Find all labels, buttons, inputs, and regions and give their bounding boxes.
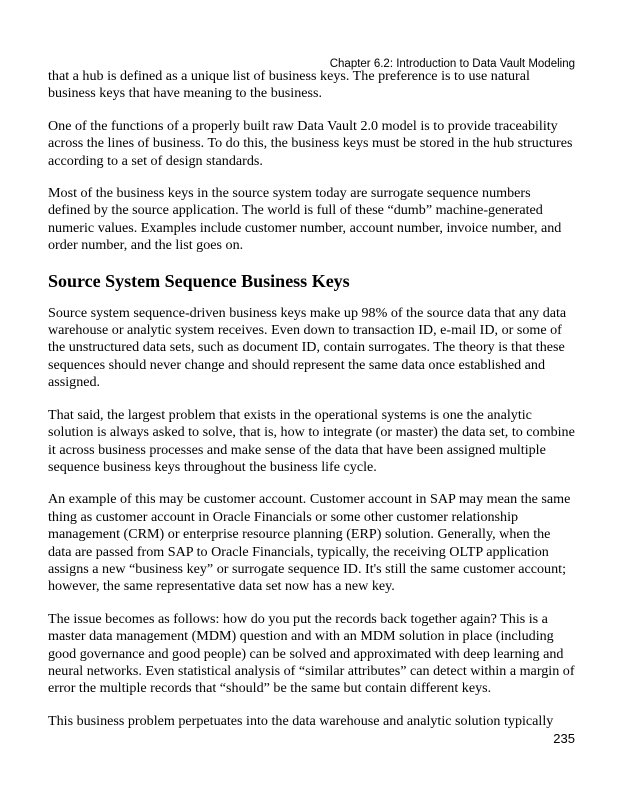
paragraph: This business problem perpetuates into the data warehouse and analytic solution typically	[48, 712, 554, 729]
paragraph: that a hub is defined as a unique list of business keys. The preference is to use natural business keys that have meaning to the business.	[48, 68, 530, 102]
paragraph: The issue becomes as follows: how do you put the records back together again? This is a master data management (MDM) question and with an MDM solution in place (including good governance and good people) can be solved and approximated with deep learning and neural networks. Even statistical analysis of “similar attributes” can detect within a margin of error the multiple records that “should” be the same but contain different keys.	[48, 610, 575, 697]
running-head: Chapter 6.2: Introduction to Data Vault Modeling	[329, 58, 575, 70]
body-text	[48, 68, 575, 745]
paragraph: Most of the business keys in the source system today are surrogate sequence numbers defined by the source application. The world is full of these “dumb” machine-generated numeric values. Examples include customer number, account number, invoice number, and order number, and the list goes on.	[48, 185, 562, 254]
paragraph: Source system sequence-driven business keys make up 98% of the source data that any data warehouse or analytic system receives. Even down to transaction ID, e-mail ID, or some of the unstructured data sets, such as document ID, contain surrogates. The theory is that these sequences should never change and should represent the same data once established and assigned.	[48, 304, 567, 391]
page-number: 235	[553, 731, 575, 746]
paragraph: An example of this may be customer account. Customer account in SAP may mean the same thing as customer account in Oracle Financials or some other customer relationship management (CRM) or enterprise resource planning (ERP) solution. Generally, when the data are passed from SAP to Oracle Financials, typically, the receiving OLTP application assigns a new “business key” or surrogate sequence ID. It's still the same customer account; however, the same representative data set now has a new key.	[48, 491, 571, 595]
paragraph: One of the functions of a properly built raw Data Vault 2.0 model is to provide traceability across the lines of business. To do this, the business keys must be stored in the hub structures according to a set of design standards.	[48, 117, 573, 169]
section-heading: Source System Sequence Business Keys	[48, 270, 350, 291]
paragraph: That said, the largest problem that exists in the operational systems is one the analytic solution is always asked to solve, that is, how to integrate (or master) the data set, to combine it across business processes and make sense of the data that have been assigned multiple sequence business keys throughout the business life cycle.	[48, 406, 575, 475]
